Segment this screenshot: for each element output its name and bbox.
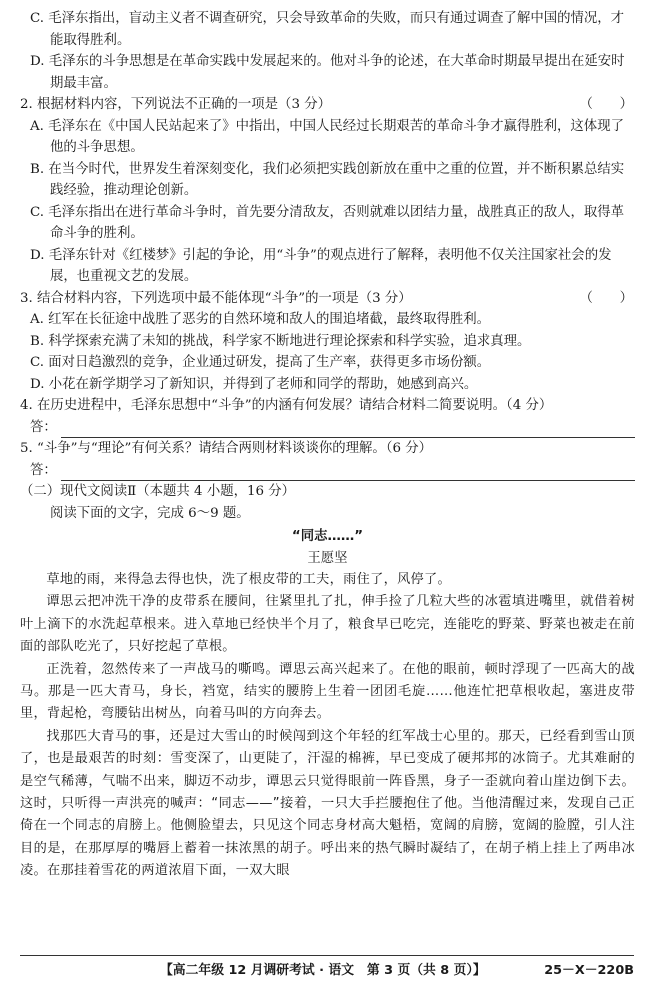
story-title: “同志……” [291, 529, 364, 544]
question-5: 5. “斗争”与“理论”有何关系？请结合两则材料谈谈你的理解。（6 分） [20, 441, 433, 456]
option-d-q3: D. 小花在新学期学习了新知识，并得到了老师和同学的帮助，她感到高兴。 [30, 376, 478, 392]
story-body [20, 569, 635, 883]
story-paragraph: 草地的雨，来得急去得也快，洗了根皮带的工夫，雨住了，风停了。 [46, 572, 452, 587]
answer-blank-q3: （ ） [579, 290, 633, 306]
story-paragraph: 找那匹大青马的事，还是过大雪山的时候闯到这个年轻的红军战士心里的。那天，已经看到雪山顶了，也是最艰苦的时刻：雪变深了，山更陡了，汗湿的棉裤，早已变成了硬邦邦的冰筒子。尤其难耐的是空气稀薄，气喘不出来，脚迈不动步，谭思云只觉得眼前一阵昏黑，身子一歪就向着山崖边倒下去。这时，只听得一声洪亮的喊声：“同志——”接着，一只大手拦腰抱住了他。当他清醒过来，发现自己正倚在一个同志的肩膀上。他侧脸望去，只见这个同志身材高大魁梧，宽阔的肩膀，宽阔的脸膛，引人注目的是，在那厚厚的嘴唇上蓄着一抹浓黑的胡子。呼出来的热气瞬时凝结了，在胡子梢上挂上了两串冰凌。在那挂着雪花的两道浓眉下面，一双大眼 [20, 728, 635, 879]
option-a-q2: A. 毛泽东在《中国人民站起来了》中指出，中国人民经过长期艰苦的革命斗争才赢得胜利，这体现了他的斗争思想。 [30, 118, 624, 155]
option-c-q1: C. 毛泽东指出，盲动主义者不调查研究，只会导致革命的失败，而只有通过调查了解中国的情况，才能取得胜利。 [30, 11, 625, 48]
question-2 [20, 94, 635, 116]
question-3 [20, 288, 635, 310]
answer-label-q4: 答： [30, 419, 57, 435]
option-a-q3: A. 红军在长征途中战胜了恶劣的自然环境和敌人的围追堵截，最终取得胜利。 [30, 312, 491, 327]
question-2-text: 2. 根据材料内容，下列说法不正确的一项是（3 分） [20, 97, 332, 112]
section-heading: （二）现代文阅读Ⅱ（本题共 4 小题，16 分） [20, 484, 296, 499]
option-c-q2: C. 毛泽东指出在进行革命斗争时，首先要分清敌友，否则就难以团结力量，战胜真正的敌人，取得革命斗争的胜利。 [30, 204, 625, 241]
story-paragraph: 谭思云把冲洗干净的皮带系在腰间，往紧里扎了扎，伸手捡了几粒大些的冰雹填进嘴里，就借着树叶上滴下的水洗起草根来。进入草地已经快半个月了，粮食早已吃完，连能吃的野菜、野菜也被走在前面的部队吃光了，只好挖起了草根。 [20, 594, 635, 655]
answer-rule-q4 [61, 420, 635, 438]
footer-code: 25－X－220B [544, 963, 634, 978]
footer-exam-info: 【高二年级 12 月调研考试 · 语文 第 3 页（共 8 页）】 [160, 963, 486, 978]
reading-instruction: 阅读下面的文字，完成 6～9 题。 [50, 505, 250, 521]
exam-page [20, 8, 635, 883]
option-b-q2: B. 在当今时代，世界发生着深刻变化，我们必须把实践创新放在重中之重的位置，并不断积累总结实践经验，推动理论创新。 [30, 161, 625, 198]
option-d-q2: D. 毛泽东针对《红楼梦》引起的争论，用“斗争”的观点进行了解释，表明他不仅关注国家社会的发展，也重视文艺的发展。 [30, 247, 612, 284]
page-footer [20, 955, 634, 982]
answer-line-q5 [20, 460, 635, 482]
answer-label-q5: 答： [30, 462, 57, 478]
option-b-q3: B. 科学探索充满了未知的挑战，科学家不断地进行理论探索和科学实验，追求真理。 [30, 333, 531, 349]
question-4: 4. 在历史进程中，毛泽东思想中“斗争”的内涵有何发展？请结合材料二简要说明。（4 分） [20, 398, 553, 413]
question-3-text: 3. 结合材料内容，下列选项中最不能体现“斗争”的一项是（3 分） [20, 290, 412, 306]
answer-blank-q2: （ ） [579, 97, 633, 112]
answer-line-q4 [20, 417, 635, 439]
option-d-q1: D. 毛泽东的斗争思想是在革命实践中发展起来的。他对斗争的论述，在大革命时期最早提出在延安时期最丰富。 [30, 54, 625, 91]
answer-rule-q5 [61, 463, 635, 481]
option-c-q3: C. 面对日趋激烈的竞争，企业通过研发，提高了生产率，获得更多市场份额。 [30, 355, 491, 370]
story-paragraph: 正洗着，忽然传来了一声战马的嘶鸣。谭思云高兴起来了。在他的眼前，顿时浮现了一匹高大的战马。那是一匹大青马，身长，裆宽，结实的腰胯上生着一团团毛旋……他连忙把草根收起，塞进皮带里，背起枪，弯腰钻出树丛，向着马叫的方向奔去。 [20, 661, 635, 722]
story-author: 王愿坚 [307, 550, 348, 566]
